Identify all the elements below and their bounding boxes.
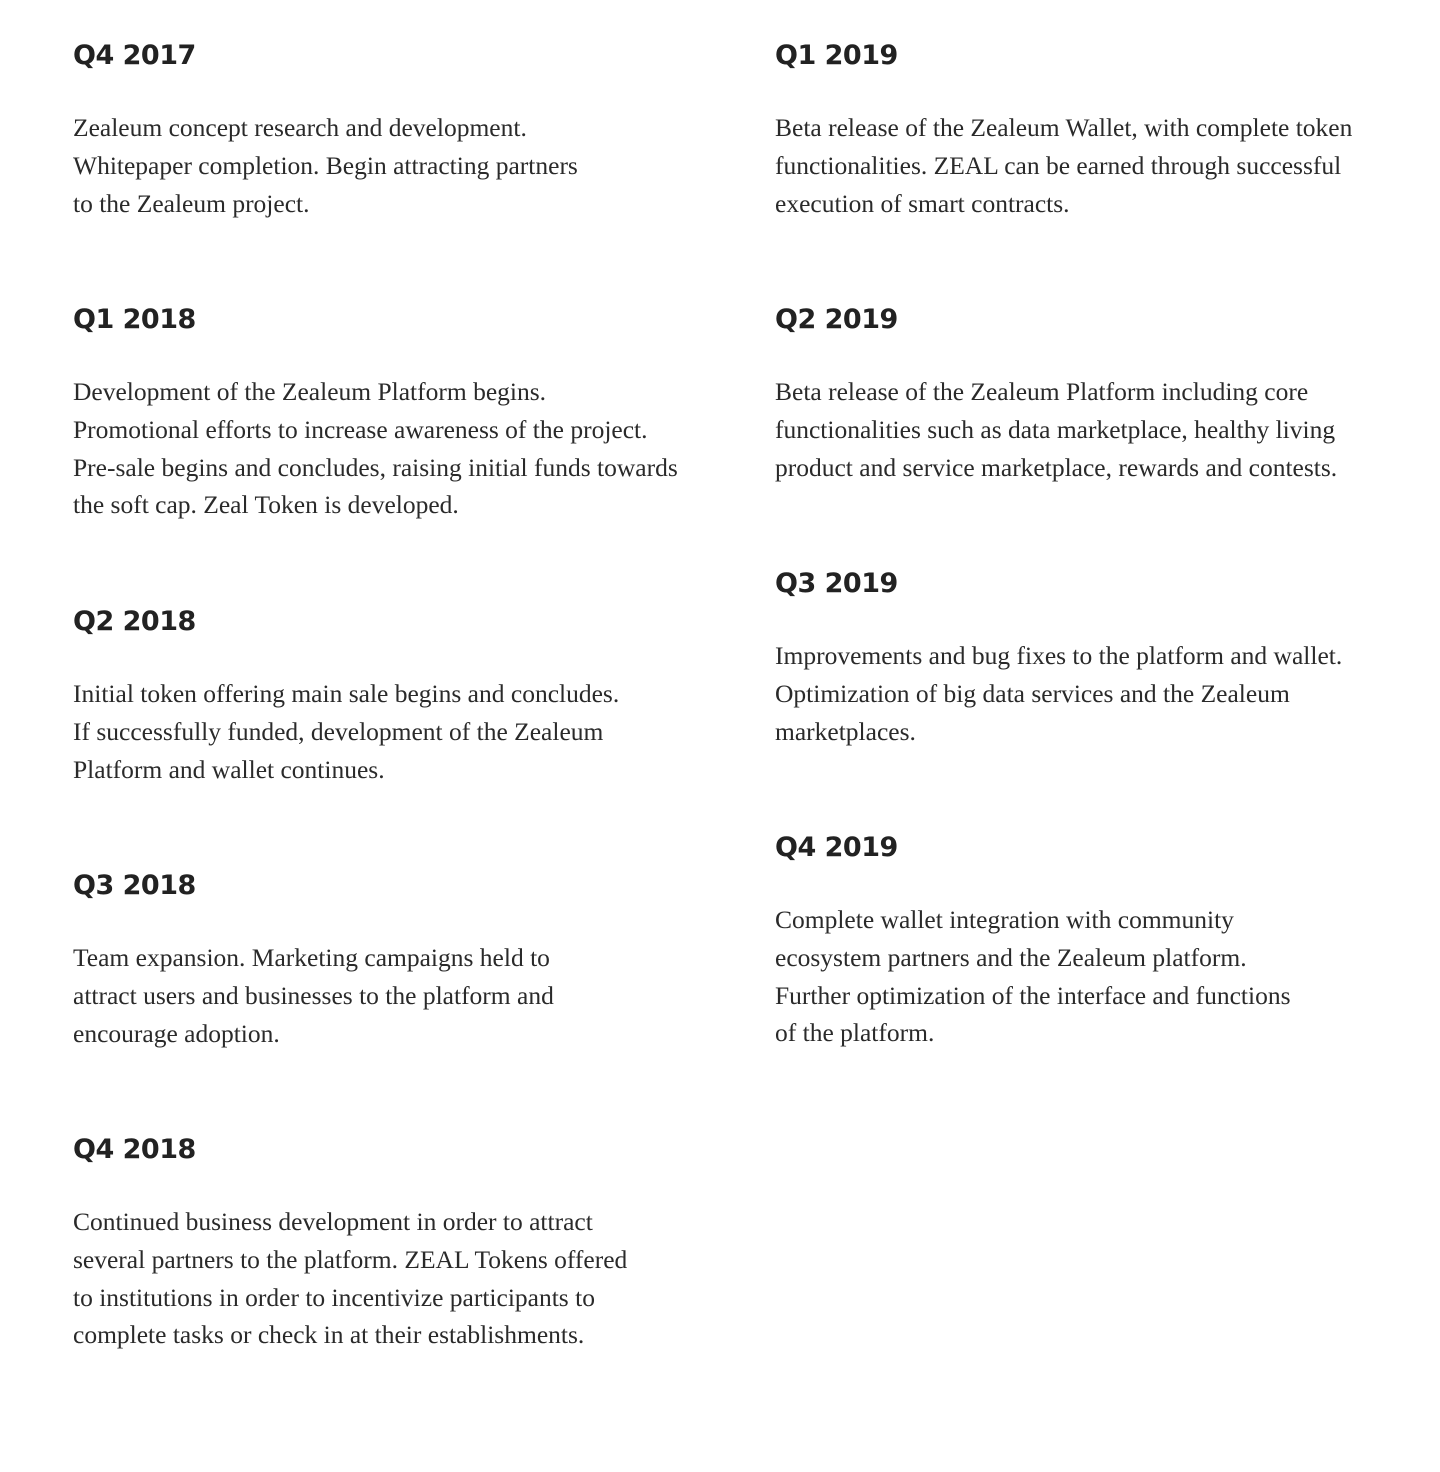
description-line: Initial token offering main sale begins and concludes. xyxy=(73,679,620,708)
entry-description xyxy=(775,901,1415,1052)
entry-description xyxy=(775,373,1415,486)
entry-description xyxy=(73,109,713,222)
description-line: If successfully funded, development of the Zealeum xyxy=(73,716,604,746)
quarter-heading: Q1 2019 xyxy=(775,40,898,71)
description-line: Beta release of the Zealeum Wallet, with complete token xyxy=(775,113,1353,142)
description-line: Continued business development in order to attract xyxy=(73,1207,593,1236)
description-line: of the platform. xyxy=(775,1018,935,1048)
quarter-heading: Q4 2018 xyxy=(73,1134,196,1165)
description-line: execution of smart contracts. xyxy=(775,188,1070,218)
entry-description xyxy=(73,939,713,1052)
description-line: Platform and wallet continues. xyxy=(73,754,385,784)
quarter-heading: Q4 2019 xyxy=(775,832,898,863)
description-line: attract users and businesses to the platform and xyxy=(73,980,554,1010)
description-line: Whitepaper completion. Begin attracting partners xyxy=(73,150,578,180)
quarter-heading: Q3 2018 xyxy=(73,870,196,901)
description-line: to the Zealeum project. xyxy=(73,188,310,218)
entry-description xyxy=(73,675,713,788)
description-line: Zealeum concept research and development. xyxy=(73,113,527,142)
description-line: Pre-sale begins and concludes, raising initial funds towards xyxy=(73,452,678,482)
description-line: Improvements and bug fixes to the platform and wallet. xyxy=(775,641,1343,670)
entry-description xyxy=(73,1203,713,1354)
description-line: functionalities such as data marketplace, healthy living xyxy=(775,414,1336,444)
description-line: Development of the Zealeum Platform begins. xyxy=(73,377,547,406)
description-line: encourage adoption. xyxy=(73,1018,280,1048)
description-line: Promotional efforts to increase awareness of the project. xyxy=(73,414,648,444)
description-line: to institutions in order to incentivize participants to xyxy=(73,1282,595,1312)
description-line: Further optimization of the interface and functions xyxy=(775,980,1291,1010)
quarter-heading: Q2 2018 xyxy=(73,606,196,637)
description-line: Complete wallet integration with community xyxy=(775,905,1234,934)
quarter-heading: Q1 2018 xyxy=(73,304,196,335)
entry-description xyxy=(775,637,1415,750)
quarter-heading: Q2 2019 xyxy=(775,304,898,335)
description-line: marketplaces. xyxy=(775,716,916,746)
description-line: Beta release of the Zealeum Platform including core xyxy=(775,377,1309,406)
description-line: ecosystem partners and the Zealeum platform. xyxy=(775,942,1247,972)
description-line: several partners to the platform. ZEAL Tokens offered xyxy=(73,1244,628,1274)
description-line: Team expansion. Marketing campaigns held to xyxy=(73,943,550,972)
description-line: product and service marketplace, rewards and contests. xyxy=(775,452,1338,482)
description-line: Optimization of big data services and the Zealeum xyxy=(775,678,1290,708)
quarter-heading: Q4 2017 xyxy=(73,40,196,71)
description-line: the soft cap. Zeal Token is developed. xyxy=(73,490,459,520)
description-line: complete tasks or check in at their establishments. xyxy=(73,1320,585,1350)
quarter-heading: Q3 2019 xyxy=(775,568,898,599)
description-line: functionalities. ZEAL can be earned through successful xyxy=(775,150,1342,180)
entry-description xyxy=(775,109,1415,222)
entry-description xyxy=(73,373,713,524)
